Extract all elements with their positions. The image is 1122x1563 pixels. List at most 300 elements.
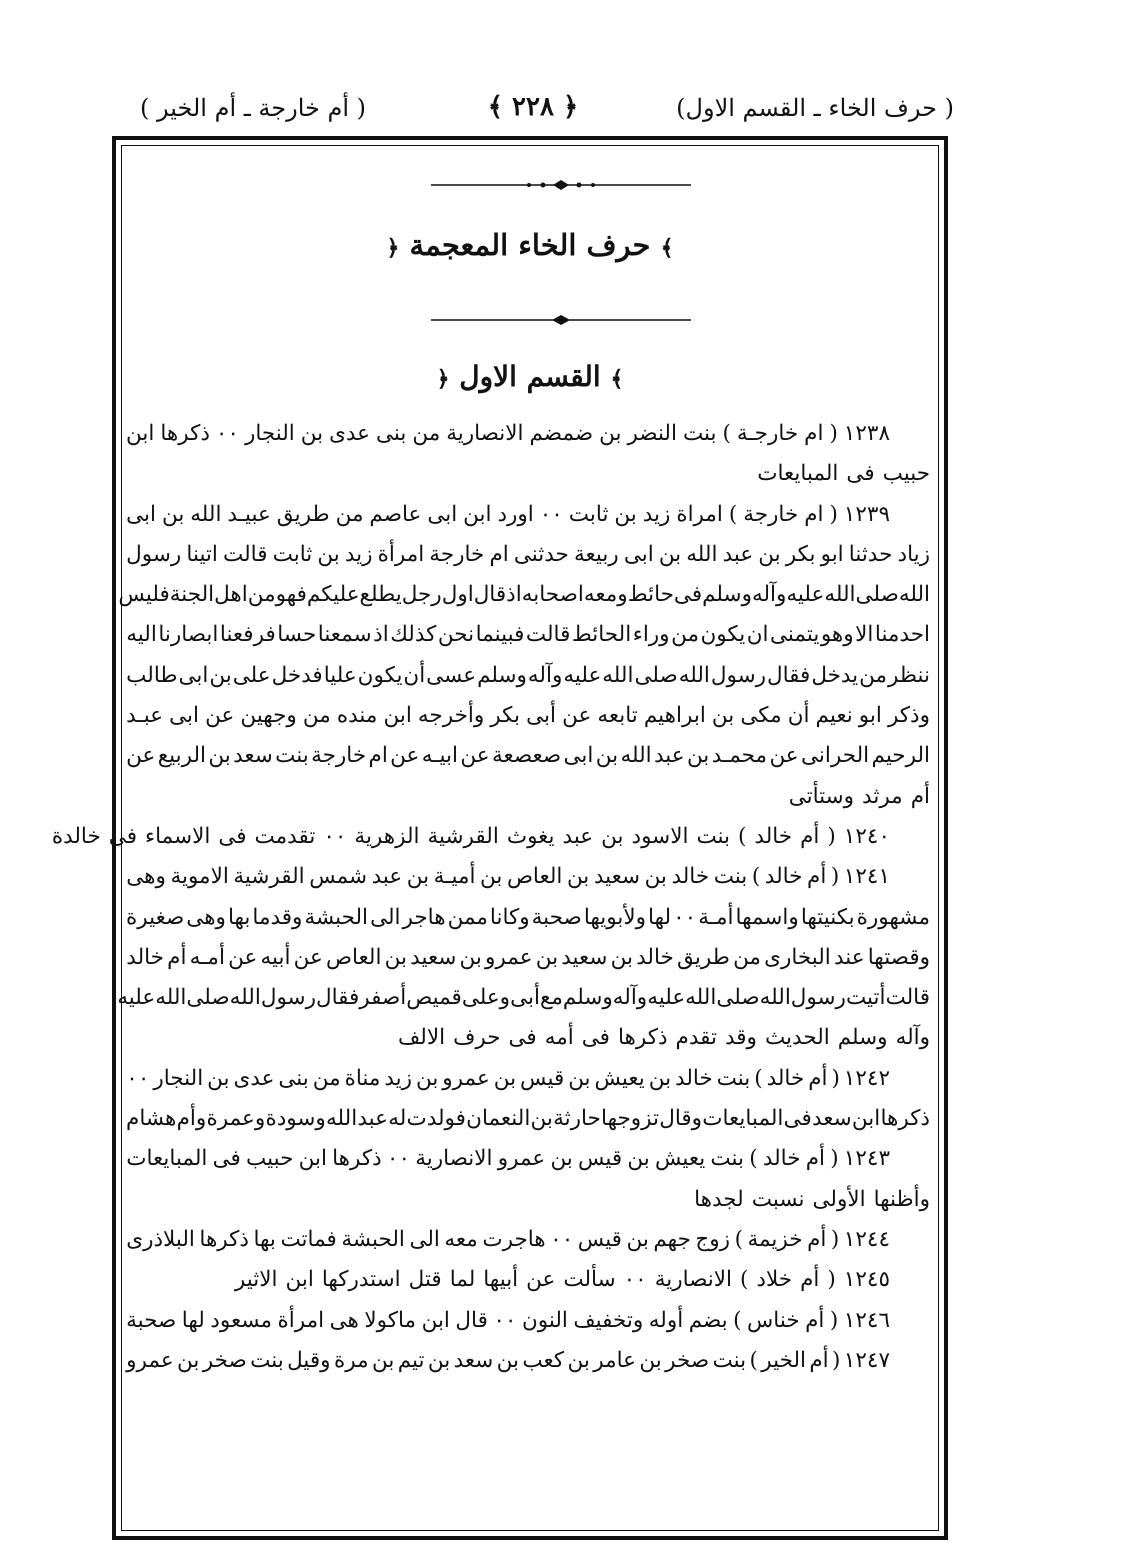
- word: ربيعة: [573, 541, 619, 567]
- word: امرأة: [377, 541, 425, 567]
- word: ١٢٣٩: [843, 501, 890, 527]
- word: وراء: [632, 622, 670, 648]
- word: وأم: [176, 1106, 207, 1132]
- word: شمس: [309, 864, 368, 890]
- word: رسول: [126, 541, 182, 567]
- word: أم: [800, 823, 820, 849]
- word: سعيد: [410, 944, 457, 970]
- word: الله: [678, 662, 710, 688]
- word: أمـة: [698, 904, 734, 930]
- word: أبى: [526, 703, 556, 729]
- text-line: [126, 736, 930, 776]
- word: عن: [205, 703, 235, 729]
- word: مرثد: [862, 783, 903, 809]
- word: على: [232, 662, 271, 688]
- word: عبـد: [126, 703, 164, 729]
- word: (: [832, 1347, 841, 1373]
- word: أن: [787, 703, 810, 729]
- word: من: [302, 703, 331, 729]
- word: وذكر: [887, 703, 930, 729]
- word: بن: [406, 864, 430, 890]
- word: مسعود: [210, 1307, 273, 1333]
- word: ام: [804, 501, 824, 527]
- word: من: [412, 421, 441, 446]
- word: الحديث: [764, 1025, 830, 1051]
- word: عاصم: [369, 501, 422, 527]
- word: لها: [648, 904, 672, 930]
- word: أبيها: [483, 1267, 519, 1293]
- word: عليكم: [306, 582, 360, 608]
- word: بنت: [250, 1347, 284, 1373]
- word: أمه: [544, 1025, 574, 1051]
- word: بن: [610, 944, 633, 970]
- word: تقدم: [675, 1025, 717, 1051]
- text-line: [117, 978, 930, 1018]
- word: الا: [855, 622, 874, 648]
- word: يدخل: [811, 662, 859, 688]
- word: حبيب: [246, 1146, 294, 1172]
- text-line: [126, 898, 930, 938]
- word: أم: [809, 1347, 829, 1373]
- word: من: [312, 1065, 341, 1091]
- word: أم: [167, 944, 187, 970]
- word: بن: [317, 541, 340, 567]
- word: ابى: [178, 662, 209, 688]
- word: عمرو: [126, 1347, 174, 1373]
- word: ابى: [563, 743, 594, 769]
- word: بكر: [490, 703, 521, 729]
- word: منده: [336, 703, 378, 729]
- word: الى: [370, 904, 401, 930]
- entries-text: [51, 414, 930, 1381]
- word: بن: [550, 1146, 573, 1172]
- word: احدمنا: [874, 622, 930, 648]
- word: الانصارية: [415, 1146, 493, 1172]
- word: بن: [415, 1065, 439, 1091]
- word: خالد: [766, 1065, 805, 1091]
- word: صلى: [855, 582, 899, 608]
- word: القرشية: [233, 864, 305, 890]
- word: رجل: [401, 582, 442, 608]
- word: رسول: [710, 662, 767, 688]
- word: هشام: [126, 1106, 177, 1132]
- page-number: ﴿ ٢٢٨ ﴾: [487, 92, 579, 122]
- word: عن: [526, 1267, 556, 1293]
- word: ذكرها: [332, 1146, 382, 1172]
- word: عبد: [653, 743, 685, 769]
- word: خالد: [764, 864, 803, 890]
- word: اول: [441, 582, 474, 608]
- word: ابى: [169, 703, 199, 729]
- word: اليه: [126, 622, 157, 648]
- word: عليه: [563, 662, 602, 688]
- word: بكنيتها: [800, 904, 855, 930]
- word: أم: [800, 1267, 820, 1293]
- word: الربيع: [157, 743, 207, 769]
- word: بن: [371, 1347, 395, 1373]
- word: مع: [539, 985, 563, 1011]
- word: ٠٠: [623, 1267, 647, 1293]
- word: فدخل: [271, 662, 323, 688]
- word: يعيش: [654, 1146, 706, 1172]
- word: واسمها: [735, 904, 799, 930]
- word: مرة: [333, 1347, 369, 1373]
- word: عبد: [357, 1106, 388, 1132]
- word: أبى: [510, 985, 540, 1011]
- word: وقد: [724, 1025, 757, 1051]
- word: ): [722, 421, 731, 446]
- word: صخر: [202, 1347, 247, 1373]
- word: عليه: [786, 582, 825, 608]
- word: بن: [601, 823, 624, 849]
- word: بها: [253, 1226, 276, 1252]
- word: من: [247, 582, 276, 608]
- word: نسبت: [751, 1186, 805, 1212]
- word: أوله: [648, 1307, 684, 1333]
- word: وهى: [186, 904, 226, 930]
- word: الله: [190, 501, 222, 527]
- text-line: [126, 656, 930, 696]
- word: هاجر: [402, 904, 446, 930]
- word: اتينا: [186, 541, 218, 567]
- word: الله: [686, 541, 718, 567]
- word: عن: [769, 743, 799, 769]
- word: وقصتها: [867, 944, 930, 970]
- word: خالد: [754, 823, 793, 849]
- word: الرحيم: [871, 743, 930, 769]
- word: ممن: [447, 904, 488, 930]
- word: ابى: [126, 501, 156, 527]
- word: حدثنى: [513, 541, 569, 567]
- word: وعلى: [461, 985, 511, 1011]
- word: حائط: [627, 582, 674, 608]
- word: ٠٠: [386, 1146, 410, 1172]
- word: وأظنها: [873, 1186, 930, 1212]
- word: عبد: [562, 823, 594, 849]
- word: ذكرها: [617, 1025, 668, 1051]
- word: بن: [595, 743, 619, 769]
- word: الله: [898, 582, 930, 608]
- word: بنت: [716, 1065, 751, 1091]
- word: اذ: [373, 622, 389, 648]
- word: ابن: [298, 1146, 327, 1172]
- text-line: [126, 938, 930, 978]
- word: من: [671, 622, 699, 648]
- word: قالت: [223, 541, 268, 567]
- word: ): [749, 1146, 758, 1172]
- text-line: [126, 535, 930, 575]
- word: عسى: [426, 662, 477, 688]
- text-line: [126, 414, 930, 454]
- word: أصفر: [359, 985, 407, 1011]
- word: حدثنا: [848, 541, 893, 567]
- word: عن: [460, 743, 490, 769]
- word: تيم: [397, 1347, 425, 1373]
- text-line: [126, 1341, 930, 1381]
- word: (: [829, 421, 838, 446]
- word: زيد: [384, 1065, 412, 1091]
- text-line: [126, 615, 930, 655]
- word: فى: [581, 1025, 610, 1051]
- word: النجار: [244, 421, 295, 446]
- word: عبد: [722, 541, 754, 567]
- word: أمـه: [189, 944, 225, 970]
- middle-ornament-rule: [0, 313, 1122, 327]
- text-line: [126, 454, 930, 494]
- word: بنت: [696, 823, 731, 849]
- word: بها: [227, 904, 251, 930]
- word: بن: [568, 1065, 591, 1091]
- word: ١٢٤٧: [843, 1347, 890, 1373]
- word: الله: [685, 985, 717, 1011]
- word: وآله: [612, 985, 648, 1011]
- word: سألت: [563, 1267, 616, 1293]
- word: ١٢٤٤: [843, 1226, 890, 1252]
- word: طريق: [677, 944, 730, 970]
- word: وهى: [126, 864, 166, 890]
- word: خارجـة: [736, 421, 799, 446]
- word: بن: [686, 743, 710, 769]
- word: ): [754, 1065, 763, 1091]
- word: قال: [473, 582, 507, 608]
- word: الجنة: [169, 582, 215, 608]
- word: الانصارية: [446, 421, 524, 446]
- word: بن: [300, 421, 324, 446]
- word: الاسود: [631, 823, 689, 849]
- word: فى: [673, 582, 703, 608]
- word: مشهورة: [856, 904, 930, 930]
- word: بن: [639, 1347, 662, 1373]
- word: أم: [808, 1065, 828, 1091]
- word: اصحابه: [521, 582, 584, 608]
- word: النضر: [627, 421, 677, 446]
- word: بن: [711, 703, 735, 729]
- word: ١٢٤٣: [843, 1146, 890, 1172]
- word: خالد: [126, 944, 164, 970]
- word: يغوث: [506, 823, 555, 849]
- word: ام: [368, 743, 388, 769]
- word: أم: [910, 783, 930, 809]
- word: عن: [390, 743, 420, 769]
- word: ٠٠: [539, 501, 563, 527]
- word: عبيـد: [227, 501, 271, 527]
- word: زيد: [642, 501, 671, 527]
- word: سعيد: [593, 864, 641, 890]
- word: وستأتى: [788, 783, 855, 809]
- word: الحائط: [571, 622, 632, 648]
- running-header-entries: ( أم خارجة ـ أم الخير ): [140, 94, 366, 122]
- word: ابن: [285, 1267, 314, 1293]
- word: بن: [427, 1347, 451, 1373]
- word: ابن: [383, 703, 412, 729]
- word: بن: [177, 1347, 200, 1373]
- word: وسلم: [477, 662, 527, 688]
- word: الاثير: [234, 1267, 278, 1293]
- word: سعد: [453, 1347, 494, 1373]
- word: بن: [644, 864, 667, 890]
- word: أم: [807, 1226, 827, 1252]
- word: ١٢٤٦: [843, 1307, 890, 1333]
- word: وآله: [895, 1025, 930, 1051]
- text-line: [126, 1260, 930, 1300]
- word: الزهرية: [354, 823, 420, 849]
- word: صعصعة: [491, 743, 562, 769]
- word: بن: [626, 1226, 649, 1252]
- word: الانصارية: [654, 1267, 733, 1293]
- word: امرأة: [277, 1307, 325, 1333]
- word: عمرو: [442, 1065, 490, 1091]
- word: ): [728, 501, 738, 527]
- word: يطلع: [359, 582, 402, 608]
- word: عليه: [117, 985, 156, 1011]
- word: يكون: [700, 622, 746, 648]
- word: لما: [449, 1267, 476, 1293]
- word: ٠٠: [215, 421, 239, 446]
- word: ): [738, 823, 747, 849]
- word: ذكرها: [880, 1106, 930, 1132]
- word: لها: [181, 1307, 205, 1333]
- word: فهو: [275, 582, 307, 608]
- word: كذلك: [390, 622, 437, 648]
- word: العاص: [326, 944, 382, 970]
- chapter-title: ﴾ حرف الخاء المعجمة ﴿: [386, 228, 674, 262]
- word: فى: [108, 823, 137, 849]
- word: حرف: [453, 1025, 501, 1051]
- word: صلى: [186, 985, 230, 1011]
- word: الأولى: [812, 1186, 866, 1212]
- word: ١٢٤٥: [843, 1267, 890, 1293]
- word: البلاذرى: [126, 1226, 195, 1252]
- word: البخارى: [764, 944, 831, 970]
- word: ابن: [851, 1106, 881, 1132]
- text-line: [118, 575, 930, 615]
- text-line: [126, 777, 930, 817]
- running-header: [112, 92, 954, 136]
- word: ماكولا: [364, 1307, 417, 1333]
- word: فبينما: [475, 622, 525, 648]
- word: بنى: [375, 421, 407, 446]
- word: مناة: [344, 1065, 381, 1091]
- word: بن: [161, 501, 185, 527]
- word: ٠٠: [126, 1065, 150, 1091]
- word: بن: [480, 864, 503, 890]
- word: بن: [535, 944, 559, 970]
- word: بن: [599, 421, 622, 446]
- word: رسول: [260, 985, 316, 1011]
- word: الله: [620, 743, 652, 769]
- word: ابى: [427, 501, 458, 527]
- word: سمعنا: [317, 622, 372, 648]
- word: طالب: [126, 662, 178, 688]
- word: خالد: [671, 864, 710, 890]
- word: ابى: [623, 541, 654, 567]
- word: (: [830, 864, 840, 890]
- word: قميص: [406, 985, 462, 1011]
- text-line: [126, 857, 930, 897]
- word: ): [734, 1226, 743, 1252]
- word: فماتت: [280, 1226, 337, 1252]
- word: خالد: [636, 944, 674, 970]
- word: فقال: [767, 662, 811, 688]
- word: استدركها: [321, 1267, 401, 1293]
- word: الله: [229, 985, 261, 1011]
- word: بن: [648, 1065, 672, 1091]
- word: له: [388, 1106, 407, 1132]
- word: بكر: [785, 541, 816, 567]
- word: فولدت: [406, 1106, 466, 1132]
- word: ٠٠: [323, 823, 347, 849]
- word: الله: [824, 582, 856, 608]
- word: بن: [207, 1065, 230, 1091]
- word: خالد: [762, 1146, 801, 1172]
- word: خلاد: [756, 1267, 793, 1293]
- text-line: [126, 1059, 930, 1099]
- word: بن: [209, 662, 232, 688]
- word: تقدمت: [254, 823, 316, 849]
- word: الالف: [398, 1025, 446, 1051]
- word: أميـة: [433, 864, 476, 890]
- word: الحبشة: [341, 1226, 405, 1252]
- word: المبايعات: [757, 461, 839, 487]
- word: نعيم: [815, 703, 853, 729]
- text-line: [126, 495, 930, 535]
- word: بن: [758, 541, 781, 567]
- word: صخر: [665, 1347, 710, 1373]
- word: خالدة: [51, 823, 101, 849]
- word: أم: [807, 864, 827, 890]
- word: يكون: [357, 662, 403, 688]
- word: ذكرها: [160, 421, 210, 446]
- word: قالت: [885, 985, 930, 1011]
- word: العاص: [506, 864, 563, 890]
- word: عامر: [593, 1347, 636, 1373]
- word: عن: [293, 944, 323, 970]
- text-line: [126, 1018, 930, 1058]
- word: ١٢٣٨: [843, 421, 890, 446]
- word: الله: [326, 1106, 358, 1132]
- word: ابو: [858, 703, 882, 729]
- word: وسلم: [702, 582, 752, 608]
- word: صحبة: [531, 904, 582, 930]
- word: خناس: [747, 1307, 800, 1333]
- word: قتل: [408, 1267, 442, 1293]
- word: النعمان: [466, 1106, 531, 1132]
- word: أبيه: [260, 944, 291, 970]
- word: خارجة: [429, 541, 485, 567]
- chapter-title-text: حرف الخاء المعجمة: [409, 228, 651, 262]
- word: ٠٠: [673, 904, 697, 930]
- word: وجهين: [240, 703, 297, 729]
- word: مكى: [740, 703, 782, 729]
- word: فقال: [315, 985, 360, 1011]
- word: عمرو: [485, 944, 533, 970]
- top-ornament-rule: [0, 178, 1122, 192]
- word: بن: [627, 1146, 650, 1172]
- word: صحبة: [126, 1307, 177, 1333]
- text-line: [126, 1301, 930, 1341]
- word: عليا: [323, 662, 357, 688]
- word: الحرانى: [801, 743, 870, 769]
- word: وقال: [659, 1106, 703, 1132]
- word: النون: [521, 1307, 568, 1333]
- word: سعد: [812, 1106, 852, 1132]
- word: بن: [566, 864, 590, 890]
- word: ): [733, 1307, 742, 1333]
- word: وقدما: [252, 904, 303, 930]
- word: حسا: [277, 622, 317, 648]
- word: وتخفيف: [573, 1307, 644, 1333]
- word: (: [831, 1065, 840, 1091]
